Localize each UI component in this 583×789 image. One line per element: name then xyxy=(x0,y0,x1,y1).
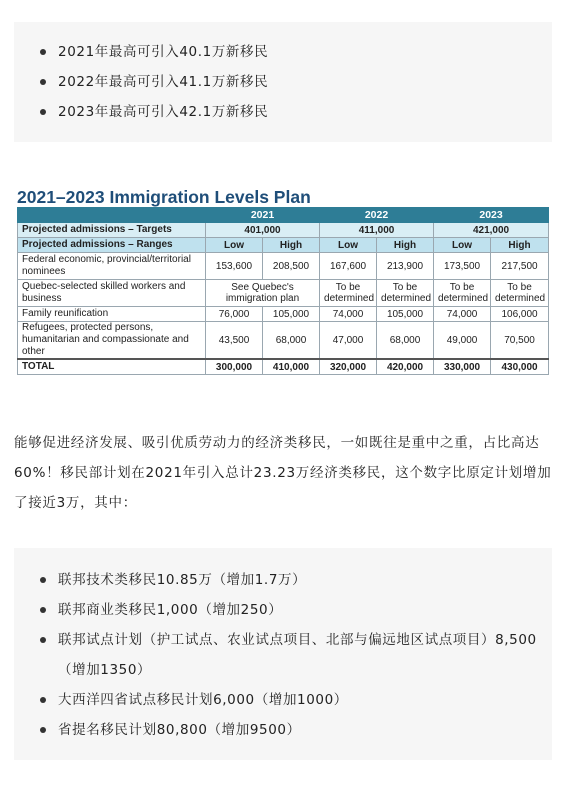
figure-title: 2021–2023 Immigration Levels Plan xyxy=(17,187,311,207)
table-cell: 300,000 xyxy=(206,359,263,375)
table-cell: See Quebec's immigration plan xyxy=(206,280,320,307)
table-cell: 430,000 xyxy=(491,359,549,375)
list-item: 大西洋四省试点移民计划6,000（增加1000） xyxy=(14,685,552,715)
table-cell: 68,000 xyxy=(263,322,320,360)
table-cell: 74,000 xyxy=(434,307,491,322)
table-cell: To be determined xyxy=(377,280,434,307)
table-cell: 320,000 xyxy=(320,359,377,375)
table-cell: 173,500 xyxy=(434,253,491,280)
table-cell: High xyxy=(491,238,549,253)
top-bullet-list xyxy=(14,22,552,127)
list-item: 2022年最高可引入41.1万新移民 xyxy=(14,67,552,97)
list-item: 联邦试点计划（护工试点、农业试点项目、北部与偏远地区试点项目）8,500（增加1350） xyxy=(14,625,552,685)
levels-plan-figure xyxy=(17,187,548,375)
year-header: 2023 xyxy=(434,208,549,223)
table-cell: 70,500 xyxy=(491,322,549,360)
table-cell: Low xyxy=(206,238,263,253)
bottom-bullet-list xyxy=(14,548,552,745)
bottom-bullet-box xyxy=(14,548,552,760)
table-cell: 401,000 xyxy=(206,223,320,238)
list-item: 联邦技术类移民10.85万（增加1.7万） xyxy=(14,565,552,595)
table-cell: 213,900 xyxy=(377,253,434,280)
top-bullet-box xyxy=(14,22,552,142)
row-label: Family reunification xyxy=(18,307,206,322)
row-label: Refugees, protected persons, humanitarian and compassionate and other xyxy=(18,322,206,360)
table-cell: 153,600 xyxy=(206,253,263,280)
list-item: 2021年最高可引入40.1万新移民 xyxy=(14,37,552,67)
row-label: Quebec-selected skilled workers and business xyxy=(18,280,206,307)
table-cell: High xyxy=(377,238,434,253)
table-cell: 105,000 xyxy=(377,307,434,322)
table-cell: Low xyxy=(320,238,377,253)
table-cell: To be determined xyxy=(491,280,549,307)
table-cell: 43,500 xyxy=(206,322,263,360)
table-cell: 420,000 xyxy=(377,359,434,375)
bullet-dot-icon xyxy=(40,109,46,115)
table-cell: To be determined xyxy=(320,280,377,307)
table-cell: 49,000 xyxy=(434,322,491,360)
bullet-dot-icon xyxy=(40,79,46,85)
bullet-dot-icon xyxy=(40,49,46,55)
table-cell: 106,000 xyxy=(491,307,549,322)
row-label: TOTAL xyxy=(18,359,206,375)
table-cell: 217,500 xyxy=(491,253,549,280)
row-label: Projected admissions – Targets xyxy=(18,223,206,238)
table-cell: 411,000 xyxy=(320,223,434,238)
table-cell: 421,000 xyxy=(434,223,549,238)
table-cell: 47,000 xyxy=(320,322,377,360)
table-cell: Low xyxy=(434,238,491,253)
table-cell: 410,000 xyxy=(263,359,320,375)
bullet-dot-icon xyxy=(40,607,46,613)
table-row xyxy=(18,238,549,253)
bullet-dot-icon xyxy=(40,697,46,703)
row-label: Federal economic, provincial/territorial nominees xyxy=(18,253,206,280)
table-cell: 74,000 xyxy=(320,307,377,322)
table-row xyxy=(18,253,549,280)
table-cell: 208,500 xyxy=(263,253,320,280)
table-cell: 167,600 xyxy=(320,253,377,280)
year-header: 2021 xyxy=(206,208,320,223)
year-header: 2022 xyxy=(320,208,434,223)
table-row xyxy=(18,208,549,223)
levels-table xyxy=(17,207,549,375)
list-item: 2023年最高可引入42.1万新移民 xyxy=(14,97,552,127)
bullet-dot-icon xyxy=(40,637,46,643)
list-item: 联邦商业类移民1,000（增加250） xyxy=(14,595,552,625)
table-row xyxy=(18,307,549,322)
table-row xyxy=(18,223,549,238)
list-item: 省提名移民计划80,800（增加9500） xyxy=(14,715,552,745)
bullet-dot-icon xyxy=(40,577,46,583)
row-label: Projected admissions – Ranges xyxy=(18,238,206,253)
table-row xyxy=(18,359,549,375)
table-cell: 76,000 xyxy=(206,307,263,322)
table-cell: High xyxy=(263,238,320,253)
table-cell: 68,000 xyxy=(377,322,434,360)
table-cell: To be determined xyxy=(434,280,491,307)
table-cell: 105,000 xyxy=(263,307,320,322)
body-paragraph: 能够促进经济发展、吸引优质劳动力的经济类移民，一如既往是重中之重，占比高达60%！移民部计划在2021年引入总计23.23万经济类移民，这个数字比原定计划增加了接近3万，其中： xyxy=(14,435,552,511)
table-row xyxy=(18,280,549,307)
bullet-dot-icon xyxy=(40,727,46,733)
table-cell: 330,000 xyxy=(434,359,491,375)
table-row xyxy=(18,322,549,360)
